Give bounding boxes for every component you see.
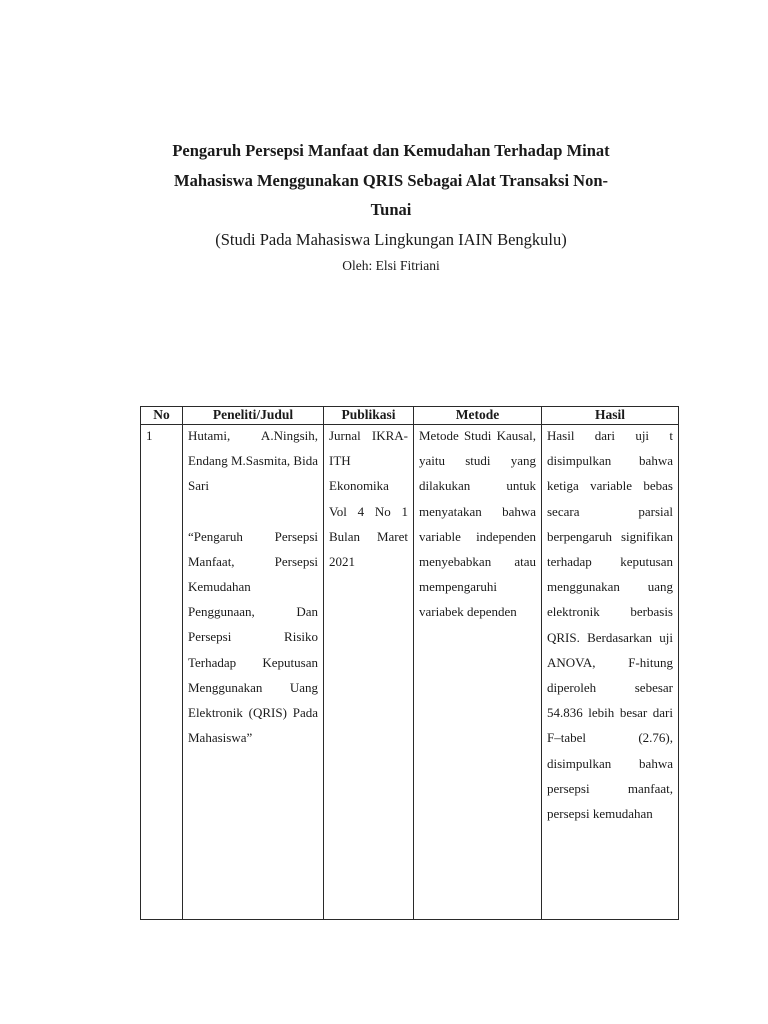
result: Hasil dari uji t disimpulkan bahwa ketiga variable bebas secara parsial berpengaruh signifikan terhadap keputusan menggunakan uang elektronik berbasis QRIS. Berdasarkan uji ANOVA, F-hitung diperoleh sebesar 54.836 lebih besar dari F–tabel (2.76), disimpulkan bahwa persepsi manfaat, persepsi kemudahan [547, 428, 673, 822]
title-line: Mahasiswa Menggunakan QRIS Sebagai Alat Transaksi Non- [174, 170, 608, 190]
title-line: Tunai [370, 200, 412, 219]
header-no: No [141, 407, 183, 425]
document-header [140, 136, 642, 276]
title-line: Pengaruh Persepsi Manfaat dan Kemudahan Terhadap Minat [172, 141, 610, 160]
document-author: Oleh: Elsi Fitriani [342, 257, 440, 273]
header-peneliti-judul: Peneliti/Judul [183, 407, 324, 425]
cell-publikasi [324, 425, 414, 920]
row-number: 1 [146, 428, 153, 443]
cell-hasil [542, 425, 679, 920]
header-publikasi: Publikasi [324, 407, 414, 425]
cell-peneliti-judul [183, 425, 324, 920]
cell-metode [414, 425, 542, 920]
table-row [141, 425, 679, 920]
header-hasil: Hasil [542, 407, 679, 425]
header-metode: Metode [414, 407, 542, 425]
researchers: Hutami, A.Ningsih, Endang M.Sasmita, Bida Sari [188, 428, 318, 494]
publication: Jurnal IKRA-ITH Ekonomika Vol 4 No 1 Bulan Maret 2021 [329, 428, 408, 570]
literature-table [140, 406, 679, 920]
document-subtitle: (Studi Pada Mahasiswa Lingkungan IAIN Bengkulu) [215, 229, 567, 249]
document-title [140, 136, 642, 225]
cell-no [141, 425, 183, 920]
study-title: “Pengaruh Persepsi Manfaat, Persepsi Kemudahan Penggunaan, Dan Persepsi Risiko Terhadap Keputusan Menggunakan Uang Elektronik (QRIS) Pada Mahasiswa” [188, 528, 318, 746]
method: Metode Studi Kausal, yaitu studi yang dilakukan untuk menyatakan bahwa variable independen menyebabkan atau mempengaruhi variabek dependen [419, 428, 536, 620]
table-header-row [141, 407, 679, 425]
